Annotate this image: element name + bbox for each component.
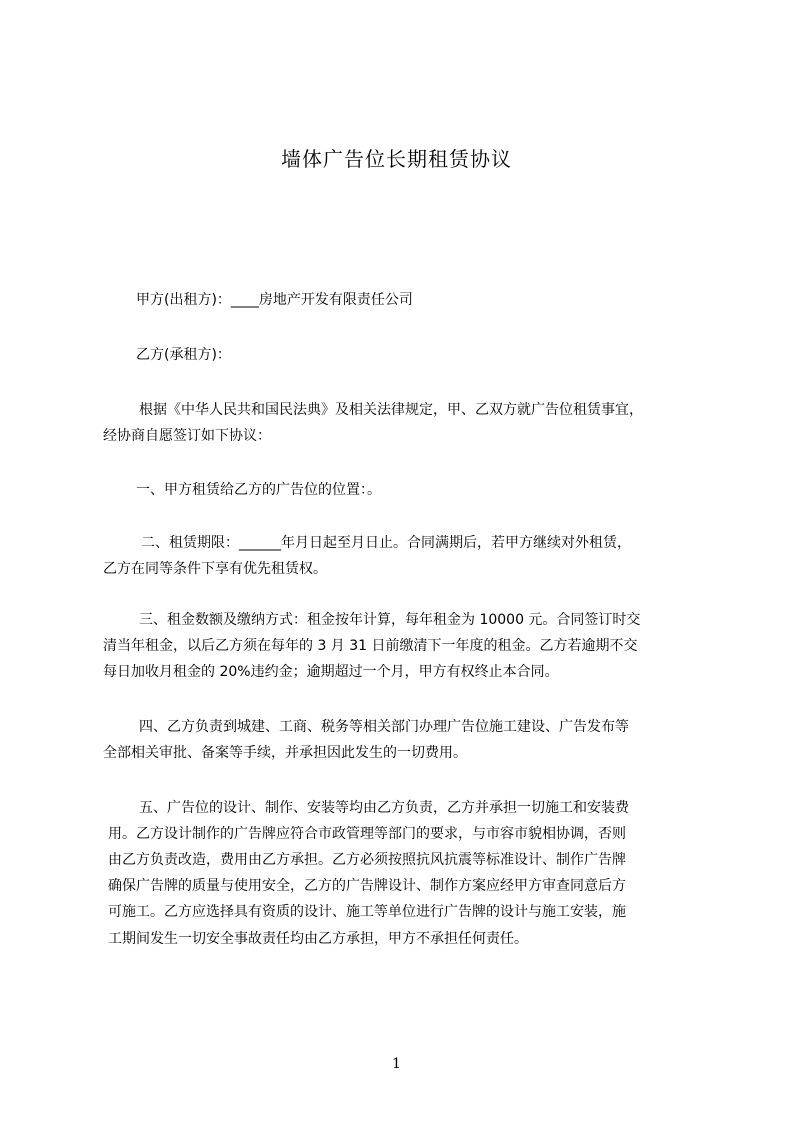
page-title: 墙体广告位长期租赁协议 bbox=[281, 147, 512, 171]
clause-1-line-1: 一、甲方租赁给乙方的广告位的位置：。 bbox=[136, 482, 381, 498]
clause-3-line-1: 三、租金数额及缴纳方式：租金按年计算，每年租金为 10000 元。合同签订时交 bbox=[139, 612, 641, 628]
clause-3-line-3: 每日加收月租金的 20%违约金；逾期超过一个月，甲方有权终止本合同。 bbox=[103, 664, 559, 680]
clause-4-line-2: 全部相关审批、备案等手续，并承担因此发生的一切费用。 bbox=[103, 745, 467, 761]
party-b-line: 乙方(承租方)： bbox=[136, 347, 231, 363]
clause-3-line-2: 清当年租金，以后乙方须在每年的 3 月 31 日前缴清下一年度的租金。乙方若逾期不交 bbox=[103, 638, 638, 654]
clause-5-line-6: 工期间发生一切安全事故责任均由乙方承担，甲方不承担任何责任。 bbox=[108, 931, 528, 947]
clause-2-line-2: 乙方在同等条件下享有优先租赁权。 bbox=[103, 561, 327, 577]
clause-2-line-1: 二、租赁期限：______年月日起至月日止。合同满期后，若甲方继续对外租赁， bbox=[141, 535, 631, 551]
clause-5-line-2: 用。乙方设计制作的广告牌应符合市政管理等部门的要求，与市容市貌相协调，否则 bbox=[108, 826, 626, 842]
clause-5-line-1: 五、广告位的设计、制作、安装等均由乙方负责，乙方并承担一切施工和安装费 bbox=[139, 800, 629, 816]
clause-4-line-1: 四、乙方负责到城建、工商、税务等相关部门办理广告位施工建设、广告发布等 bbox=[139, 719, 629, 735]
page-number: 1 bbox=[392, 1056, 401, 1072]
preamble-line-1: 根据《中华人民共和国民法典》及相关法律规定，甲、乙双方就广告位租赁事宜， bbox=[139, 402, 643, 418]
party-a-line: 甲方(出租方)：____房地产开发有限责任公司 bbox=[136, 292, 413, 308]
clause-5-line-4: 确保广告牌的质量与使用安全，乙方的广告牌设计、制作方案应经甲方审查同意后方 bbox=[108, 878, 626, 894]
clause-5-line-5: 可施工。乙方应选择具有资质的设计、施工等单位进行广告牌的设计与施工安装，施 bbox=[108, 904, 626, 920]
preamble-line-2: 经协商自愿签订如下协议： bbox=[103, 428, 271, 444]
clause-5-line-3: 由乙方负责改造，费用由乙方承担。乙方必须按照抗风抗震等标准设计、制作广告牌 bbox=[108, 852, 626, 868]
